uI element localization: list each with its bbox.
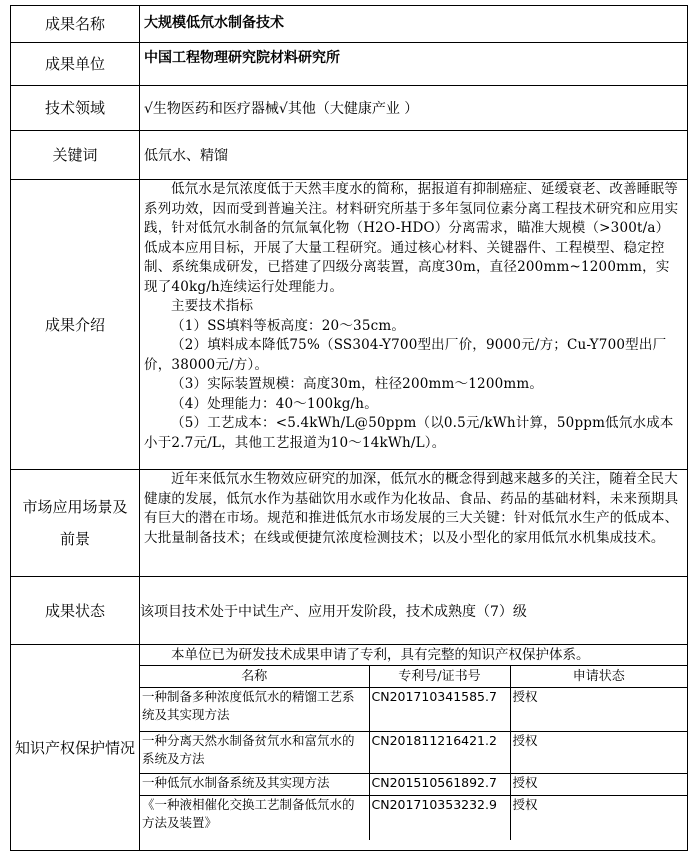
label-name: 成果名称 xyxy=(11,6,140,43)
value-unit: 中国工程物理研究院材料研究所 xyxy=(140,43,688,86)
intro-indicator-2: （2）填料成本降低75%（SS304-Y700型出厂价，9000元/方；Cu-Y700型出厂价，38000元/方）。 xyxy=(144,337,667,373)
patent-number: CN201510561892.7 xyxy=(369,774,510,796)
intro-indicator-heading: 主要技术指标 xyxy=(171,298,254,314)
label-ip xyxy=(11,645,140,851)
value-name: 大规模低氘水制备技术 xyxy=(140,6,688,43)
value-status: 该项目技术处于中试生产、应用开发阶段，技术成熟度（7）级 xyxy=(140,577,688,645)
row-keywords xyxy=(11,131,688,180)
market-text xyxy=(140,470,687,548)
value-intro xyxy=(140,180,688,470)
patent-status: 授权 xyxy=(510,796,687,840)
label-intro: 成果介绍 xyxy=(11,180,140,470)
row-name xyxy=(11,6,688,43)
patent-header-name: 名称 xyxy=(140,666,369,688)
patent-status: 授权 xyxy=(510,774,687,796)
achievement-table xyxy=(10,5,688,851)
patent-status: 授权 xyxy=(510,688,687,732)
market-paragraph: 近年来低氘水生物效应研究的加深，低氘水的概念得到越来越多的关注，随着全民大健康的发展，低氘水作为基础饮用水或作为化妆品、食品、药品的基础材料，未来预期具有巨大的潜在市场。规范和推进低氘水市场发展的三大关键：针对低氘水生产的低成本、大批量制备技术；在线或便捷氘浓度检测技术；以及小型化的家用低氘水机集成技术。 xyxy=(144,471,679,546)
intro-text xyxy=(140,180,687,453)
ip-intro: 本单位已为研发技术成果申请了专利，具有完整的知识产权保护体系。 xyxy=(171,647,590,663)
patent-row xyxy=(140,732,687,774)
value-keywords: 低氘水、精馏 xyxy=(140,131,688,180)
patent-header-row xyxy=(140,666,687,688)
value-market xyxy=(140,470,688,577)
row-market xyxy=(11,470,688,577)
label-status: 成果状态 xyxy=(11,577,140,645)
patent-name: 一种制备多种浓度低氘水的精馏工艺系统及其实现方法 xyxy=(140,688,369,732)
patent-status: 授权 xyxy=(510,732,687,774)
patent-header-number: 专利号/证书号 xyxy=(369,666,510,688)
label-ip-text: 知识产权保护情况 xyxy=(15,738,136,757)
intro-paragraph: 低氘水是氘浓度低于天然丰度水的简称，据报道有抑制癌症、延缓衰老、改善睡眠等系列功效，因而受到普遍关注。材料研究所基于多年氢同位素分离工程技术研究和应用实践，针对低氘水制备的氘氚氧化物（H2O-HDO）分离需求，瞄准大规模（>300t/a）低成本应用目标，开展了大量工程研究。通过核心材料、关键器件、工程模型、稳定控制、系统集成研发，已搭建了四级分离装置，高度30m，直径200mm~1200mm，实现了40kg/h连续运行处理能力。 xyxy=(144,181,679,295)
value-field: √生物医药和医疗器械√其他（大健康产业 ） xyxy=(140,86,688,131)
patent-name: 一种分离天然水制备贫氘水和富氘水的系统及方法 xyxy=(140,732,369,774)
intro-indicator-3: （3）实际装置规模：高度30m，柱径200mm～1200mm。 xyxy=(171,376,544,392)
patent-number: CN201811216421.2 xyxy=(369,732,510,774)
label-market-text: 市场应用场景及前景 xyxy=(22,498,128,548)
patent-row xyxy=(140,688,687,732)
label-field: 技术领域 xyxy=(11,86,140,131)
label-unit: 成果单位 xyxy=(11,43,140,86)
label-market xyxy=(11,470,140,577)
row-field xyxy=(11,86,688,131)
patent-row xyxy=(140,796,687,840)
patent-number: CN201710341585.7 xyxy=(369,688,510,732)
patent-table xyxy=(140,665,687,840)
patent-number: CN201710353232.9 xyxy=(369,796,510,840)
row-ip xyxy=(11,645,688,851)
intro-indicator-5: （5）工艺成本：<5.4kWh/L@50ppm（以0.5元/kWh计算，50ppm低氘水成本小于2.7元/L，其他工艺报道为10～14kWh/L）。 xyxy=(144,415,674,451)
patent-name: 一种低氘水制备系统及其实现方法 xyxy=(140,774,369,796)
row-status xyxy=(11,577,688,645)
patent-name: 《一种液相催化交换工艺制备低氘水的方法及装置》 xyxy=(140,796,369,840)
label-keywords: 关键词 xyxy=(11,131,140,180)
intro-indicator-1: （1）SS填料等板高度：20～35cm。 xyxy=(171,317,406,334)
row-unit xyxy=(11,43,688,86)
intro-indicator-4: （4）处理能力：40～100kg/h。 xyxy=(171,395,378,412)
patent-header-status: 申请状态 xyxy=(510,666,687,688)
patent-row xyxy=(140,774,687,796)
row-intro xyxy=(11,180,688,470)
value-ip xyxy=(140,645,688,851)
